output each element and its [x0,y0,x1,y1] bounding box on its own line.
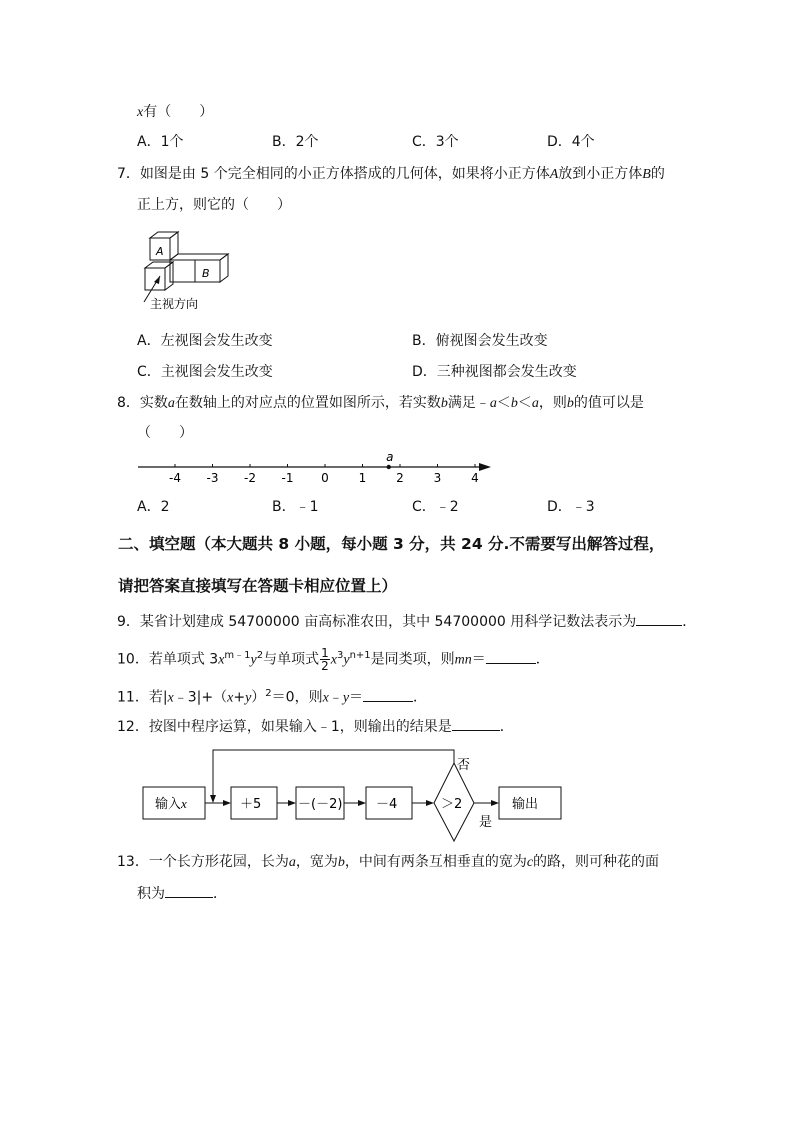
answer-blank [452,716,500,731]
flow-minus-label: －4 [376,797,398,812]
q13-stem: 13．一个长方形花园，长为a，宽为b，中间有两条互相垂直的宽为c的路，则可种花的面 [117,854,660,870]
axis-tick-label: 1 [358,471,367,485]
q7-option-c: C．主视图会发生改变 [137,364,273,380]
q6-option-d: D．4个 [547,134,595,150]
point-a [387,465,391,469]
axis-tick-label: 2 [396,471,404,485]
q7-option-b: B．俯视图会发生改变 [412,333,548,349]
axis-tick-label: 3 [433,471,442,485]
cube-label-a: A [156,245,164,258]
section2-title-line2: 请把答案直接填写在答题卡相应位置上） [118,577,398,595]
axis-tick-label: -2 [244,471,256,485]
axis-tick-label: -1 [281,471,294,485]
q12-stem: 12．按图中程序运算，如果输入﹣1，则输出的结果是 ． [117,716,514,737]
point-a-label: a [386,450,394,464]
cube-label-b: B [202,267,210,280]
answer-blank [165,883,213,898]
q8-number-line [135,448,495,490]
var-x: x [137,105,144,120]
q8-option-c: C．﹣2 [412,499,459,515]
answer-blank [636,611,682,626]
q6-tail: x有（ ） [137,104,214,120]
q6-option-c: C．3个 [412,134,459,150]
flow-add-label: ＋5 [240,797,262,812]
q13-stem-line2: 积为 ． [137,883,227,904]
q7-stem: 7．如图是由 5 个完全相同的小正方体搭成的几何体，如果将小正方体A放到小正方体B的 [117,166,665,182]
flow-input-label: 输入x [155,796,187,812]
q7-option-a: A．左视图会发生改变 [137,333,273,349]
q7-cube-figure [140,230,235,314]
q7-option-d: D．三种视图都会发生改变 [412,364,577,380]
q8-stem: 8．实数a在数轴上的对应点的位置如图所示，若实数b满足﹣a＜b＜a，则b的值可以是 [117,395,644,411]
q8-option-b: B．﹣1 [272,499,319,515]
flow-cond-label: ＞2 [441,797,463,812]
q8-option-d: D．﹣3 [547,499,595,515]
flow-no-label: 否 [457,758,471,773]
axis-tick-label: 4 [471,471,479,485]
flow-output-label: 输出 [512,797,539,812]
flow-sub-label: －(－2) [298,797,343,812]
q8-paren: （ ） [137,425,193,441]
cube-caption: 主视方向 [150,297,199,311]
q12-flowchart [138,745,568,845]
axis-tick-label: -4 [169,471,181,485]
q11-stem: 11．若$|x﹣3|+(x+y)^2=0$，则x﹣y＝ ． [117,688,428,706]
flow-yes-label: 是 [479,815,493,830]
q6-option-b: B．2个 [272,134,319,150]
q7-stem-line2: 正上方，则它的（ ） [137,197,291,213]
q6-option-a: A．1个 [137,134,184,150]
axis-tick-label: 0 [321,471,329,485]
axis-tick-label: -3 [206,471,219,485]
section2-title-line1: 二、填空题（本大题共 8 小题，每小题 3 分，共 24 分.不需要写出解答过程， [118,535,665,553]
q10-stem: 10．若单项式 $3x^{m﹣1}y^2$与单项式 $\frac{1}{2}$ $x^3y^{n+1}$是同类项，则mn＝ ． [117,646,550,674]
answer-blank [363,687,413,702]
answer-blank [486,649,536,664]
fraction-one-half: $\frac{1}{2}$ [321,646,329,674]
q8-option-a: A．2 [137,499,170,515]
q9-stem: 9．某省计划建成 54700000 亩高标准农田，其中 54700000 用科学记数法表示为 ． [117,611,696,632]
